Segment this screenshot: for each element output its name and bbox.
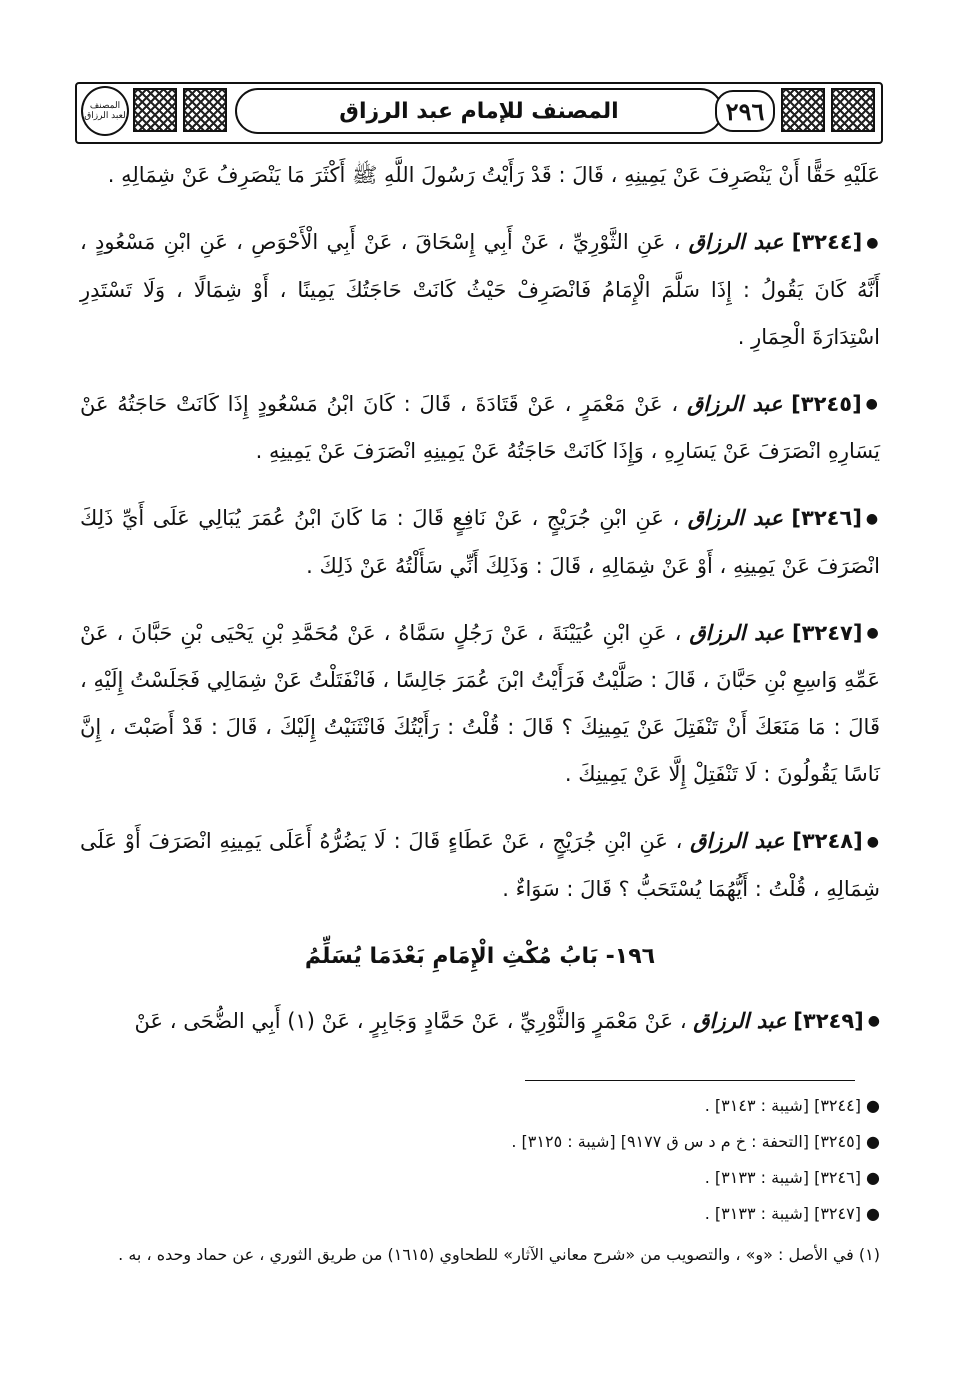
hadith-paragraph	[80, 495, 880, 590]
bullet-icon: ●	[867, 1013, 880, 1029]
bullet-icon: ●	[865, 396, 880, 412]
hadith-text: ، عَنِ الثَّوْرِيِّ ، عَنْ أَبِي إِسْحَاقَ ، عَنْ أَبِي الْأَحْوَصِ ، عَنِ ابْنِ مَسْعُودٍ ، أَنَّهُ كَانَ يَقُولُ : إِذَا سَلَّمَ الْإِمَامُ فَانْصَرِفْ حَيْثُ كَانَتْ حَاجَتُكَ يَمِينًا ، أَوْ شِمَالًا ، وَلَا تَسْتَدِرِ اسْتِدَارَةَ الْحِمَارِ .	[80, 230, 880, 349]
bullet-icon: ●	[866, 625, 880, 641]
narrator-name: عبد الرزاق	[688, 230, 784, 254]
book-title: المصنف للإمام عبد الرزاق	[339, 98, 619, 124]
hadith-text: ، عَنِ ابْنِ جُرَيْجٍ ، عَنْ نَافِعٍ قَالَ : مَا كَانَ ابْنُ عُمَرَ يُبَالِي عَلَى أَيِّ ذَلِكَ انْصَرَفَ عَنْ يَمِينِهِ ، أَوْ عَنْ شِمَالِهِ ، قَالَ : وَذَلِكَ أَنِّي سَأَلْتُهُ عَنْ ذَلِكَ .	[80, 506, 880, 578]
footnote-note: (١) في الأصل : «و» ، والتصويب من «شرح معاني الآثار» للطحاوي (١٦١٥) من طريق الثوري ، عن حماد وحده ، به .	[118, 1245, 880, 1264]
book-emblem-label: المصنف لعبد الرزاق	[84, 101, 126, 121]
ornament-icon	[183, 88, 227, 132]
footnote-reference: ● [٣٢٤٧] [شيبة : ٣١٣٣] .	[704, 1204, 880, 1223]
hadith-paragraph	[80, 219, 880, 361]
paragraph-text: عَلَيْهِ حَقًّا أَنْ يَنْصَرِفَ عَنْ يَمِينِهِ ، قَالَ : قَدْ رَأَيْتُ رَسُولَ اللَّهِ ﷺ أَكْثَرَ مَا يَنْصَرِفُ عَنْ شِمَالِهِ .	[107, 163, 880, 187]
footnote-divider	[525, 1080, 855, 1081]
hadith-number: [٣٢٤٥]	[791, 391, 862, 416]
hadith-number: [٣٢٤٤]	[791, 230, 863, 254]
chapter-heading: ١٩٦- بَابُ مُكْثِ الْإِمَامِ بَعْدَمَا يُسَلِّمُ	[304, 943, 656, 969]
hadith-paragraph	[80, 998, 880, 1046]
hadith-paragraph	[80, 610, 880, 799]
hadith-text: ، عَنْ مَعْمَرٍ ، عَنْ قَتَادَةَ ، قَالَ : كَانَ ابْنُ مَسْعُودٍ إِذَا كَانَتْ حَاجَتُهُ عَنْ يَسَارِهِ انْصَرَفَ عَنْ يَسَارِهِ ، وَإِذَا كَانَتْ حَاجَتُهُ عَنْ يَمِينِهِ انْصَرَفَ عَنْ يَمِينِهِ .	[80, 391, 880, 463]
page-number: ٢٩٦	[715, 90, 775, 132]
narrator-name: عبد الرزاق	[690, 829, 785, 853]
bullet-icon: ●	[865, 510, 880, 527]
bullet-icon: ●	[866, 833, 880, 850]
header-title-band	[235, 88, 723, 134]
hadith-paragraph	[80, 818, 880, 913]
hadith-number: [٣٢٤٨]	[792, 829, 863, 853]
hadith-number: [٣٢٤٩]	[793, 1008, 864, 1033]
running-header	[75, 82, 883, 144]
footnotes	[80, 1090, 880, 1276]
hadith-text: ، عَنِ ابْنِ جُرَيْجٍ ، عَنْ عَطَاءٍ قَالَ : لَا يَضُرُّهُ أَعَلَى يَمِينِهِ انْصَرَفَ أَوْ عَلَى شِمَالِهِ ، قُلْتُ : أَيُّهُمَا يُسْتَحَبُّ ؟ قَالَ : سَوَاءٌ .	[80, 829, 880, 901]
hadith-text: ، عَنْ مَعْمَرٍ وَالثَّوْرِيِّ ، عَنْ حَمَّادٍ وَجَابِرٍ ، عَنْ (١) أَبِي الضُّحَى ، عَنْ	[134, 1008, 687, 1033]
footnote-reference: ● [٣٢٤٤] [شيبة : ٣١٤٣] .	[704, 1096, 880, 1115]
narrator-name: عبد الرزاق	[687, 506, 783, 530]
hadith-number: [٣٢٤٦]	[791, 506, 862, 530]
main-text	[80, 152, 880, 1065]
bullet-icon: ●	[866, 234, 880, 251]
hadith-text: ، عَنِ ابْنِ عُيَيْنَةَ ، عَنْ رَجُلٍ سَمَّاهُ ، عَنْ مُحَمَّدِ بْنِ يَحْيَى بْنِ حَبَّانَ ، عَنْ عَمِّهِ وَاسِعِ بْنِ حَبَّانَ ، قَالَ : صَلَّيْتُ فَرَأَيْتُ ابْنَ عُمَرَ جَالِسًا ، فَانْفَتَلْتُ عَنْ شِمَالِي فَجَلَسْتُ إِلَيْهِ ، قَالَ : مَا مَنَعَكَ أَنْ تَنْفَتِلَ عَنْ يَمِينِكَ ؟ قَالَ : قُلْتُ : رَأَيْتُكَ فَانْثَنَيْتُ إِلَيْكَ ، قَالَ : قَدْ أَصَبْتَ ، إِنَّ نَاسًا يَقُولُونَ : لَا تَنْفَتِلْ إِلَّا عَنْ يَمِينِكَ .	[80, 620, 880, 786]
ornament-icon	[781, 88, 825, 132]
hadith-paragraph	[80, 381, 880, 476]
book-emblem	[81, 86, 129, 136]
hadith-number: [٣٢٤٧]	[791, 620, 863, 645]
narrator-name: عبد الرزاق	[693, 1008, 787, 1033]
paragraph-continuation	[80, 152, 880, 199]
footnote-reference: ● [٣٢٤٥] [التحفة : خ م د س ق ٩١٧٧] [شيبة : ٣١٢٥] .	[511, 1132, 880, 1151]
narrator-name: عبد الرزاق	[689, 620, 784, 645]
ornament-icon	[831, 88, 875, 132]
narrator-name: عبد الرزاق	[686, 391, 783, 416]
footnote-reference: ● [٣٢٤٦] [شيبة : ٣١٣٣] .	[704, 1168, 880, 1187]
ornament-icon	[133, 88, 177, 132]
